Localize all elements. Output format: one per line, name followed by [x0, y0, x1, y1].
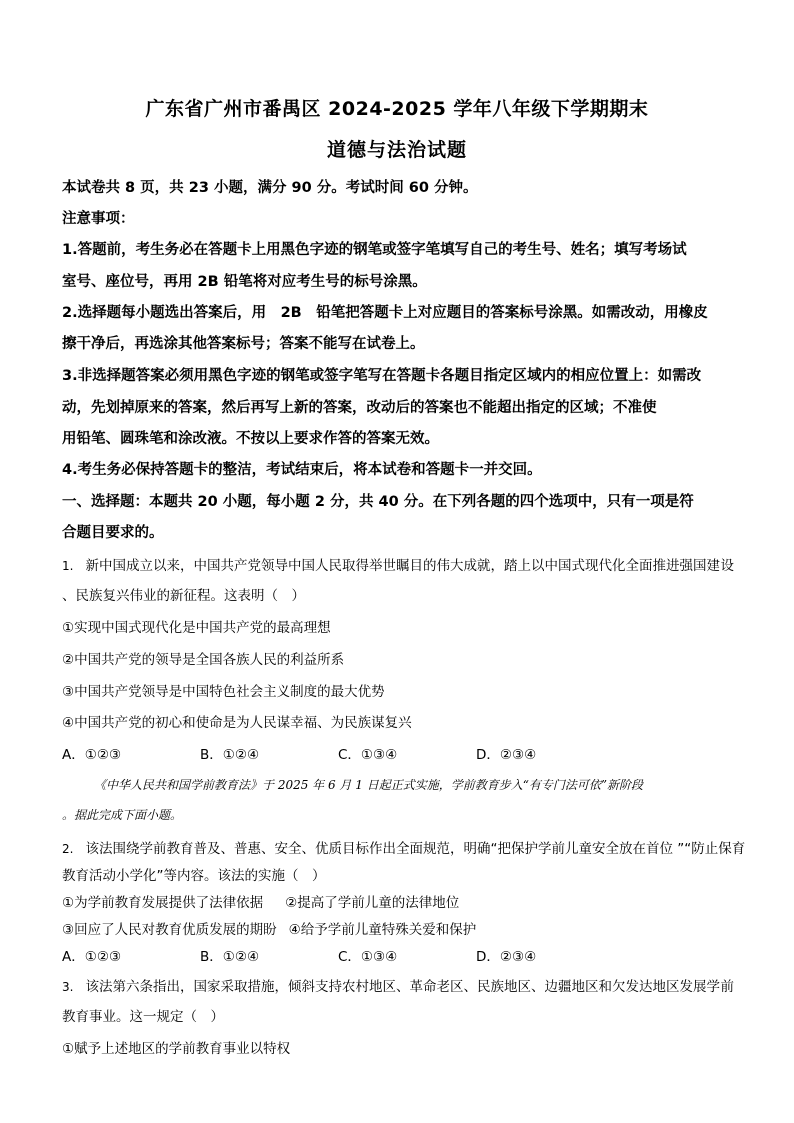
question-1-statement-1: ①实现中国式现代化是中国共产党的最高理想 [62, 620, 331, 636]
option-d[interactable]: D．②③④ [476, 949, 537, 965]
question-2-options [62, 945, 622, 965]
question-1-statement-2: ②中国共产党的领导是全国各族人民的利益所系 [62, 652, 345, 668]
question-1-options [62, 743, 622, 763]
option-d[interactable]: D．②③④ [476, 747, 537, 763]
question-1-stem-line1 [62, 554, 734, 574]
question-3-statement-1: ①赋予上述地区的学前教育事业以特权 [62, 1041, 291, 1057]
statement-1: ①为学前教育发展提供了法律依据 [62, 895, 264, 911]
notice-item4: 4.考生务必保持答题卡的整洁，考试结束后，将本试卷和答题卡一并交回。 [62, 462, 542, 478]
statement-3: ③回应了人民对教育优质发展的期盼 [62, 922, 277, 938]
question-text-tail: 设 [720, 558, 734, 574]
option-c[interactable]: C．①③④ [338, 949, 398, 965]
question-number: 1. [62, 559, 74, 573]
section1-heading-line1: 一、选择题：本题共 20 小题，每小题 2 分，共 40 分。在下列各题的四个选项中，只有一项是符 [62, 494, 694, 510]
question-text-tail: 前 [720, 979, 734, 995]
notice-item3-line3: 用铅笔、圆珠笔和涂改液。不按以上要求作答的答案无效。 [62, 431, 439, 447]
question-text: 该法第六条指出，国家采取措施，倾斜支持农村地区、革命老区、民族地区、边疆地区和欠发达地区发展学 [85, 979, 720, 995]
notice-item2-line2: 擦干净后，再选涂其他答案标号；答案不能写在试卷上。 [62, 336, 425, 352]
material-line2: 。据此完成下面小题。 [62, 808, 183, 822]
question-2-statements-12 [62, 891, 459, 911]
exam-title-line1: 广东省广州市番禺区 2024-2025 学年八年级下学期期末 [145, 98, 649, 120]
notice-item1-line1: 1.答题前，考生务必在答题卡上用黑色字迹的钢笔或签字笔填写自己的考生号、姓名；填写考场试 [62, 242, 687, 258]
material-line1: 《中华人民共和国学前教育法》于 2025 年 6 月 1 日起正式实施，学前教育步入“有专门法可依”新阶段 [94, 778, 643, 792]
question-text-tail: “把保护学前儿童安全放在首位 ”“防止保育 [490, 841, 746, 857]
section1-heading-line2: 合题目要求的。 [62, 525, 164, 541]
exam-info: 本试卷共 8 页，共 23 小题，满分 90 分。考试时间 60 分钟。 [62, 180, 478, 196]
option-a[interactable]: A．①②③ [62, 747, 122, 763]
notice-item3-line2: 动，先划掉原来的答案，然后再写上新的答案，改动后的答案也不能超出指定的区域；不准使 [62, 400, 657, 416]
question-1-stem-line2: 、民族复兴伟业的新征程。这表明（ ） [62, 588, 305, 604]
notice-item2-line1: 2.选择题每小题选出答案后，用 2B 铅笔把答题卡上对应题目的答案标号涂黑。如需改动，用橡皮 [62, 305, 708, 321]
option-b[interactable]: B．①②④ [200, 949, 260, 965]
question-text: 新中国成立以来，中国共产党领导中国人民取得举世瞩目的伟大成就，踏上以中国式现代化全面推进强国建 [85, 558, 720, 574]
question-1-statement-4: ④中国共产党的初心和使命是为人民谋幸福、为民族谋复兴 [62, 715, 412, 731]
notice-item1-line2: 室号、座位号，再用 2B 铅笔将对应考生号的标号涂黑。 [62, 274, 427, 290]
question-number: 2. [62, 842, 74, 856]
option-c[interactable]: C．①③④ [338, 747, 398, 763]
notice-item3-line1: 3.非选择题答案必须用黑色字迹的钢笔或签字笔写在答题卡各题目指定区域内的相应位置上：如需改 [62, 368, 702, 384]
question-number: 3. [62, 980, 74, 994]
question-2-statements-34 [62, 918, 476, 938]
question-1-statement-3: ③中国共产党领导是中国特色社会主义制度的最大优势 [62, 684, 385, 700]
option-a[interactable]: A．①②③ [62, 949, 122, 965]
notice-heading: 注意事项： [62, 211, 135, 227]
question-3-stem-line2: 教育事业。这一规定（ ） [62, 1009, 224, 1025]
question-text: 该法围绕学前教育普及、普惠、安全、优质目标作出全面规范，明确 [85, 841, 491, 857]
question-2-stem-line2: 教育活动小学化”等内容。该法的实施（ ） [62, 868, 326, 884]
question-3-stem-line1 [62, 975, 734, 995]
option-b[interactable]: B．①②④ [200, 747, 260, 763]
statement-2: ②提高了学前儿童的法律地位 [285, 895, 460, 911]
statement-4: ④给予学前儿童特殊关爱和保护 [288, 922, 477, 938]
exam-title-line2: 道德与法治试题 [326, 139, 467, 161]
question-2-stem-line1 [62, 837, 746, 857]
